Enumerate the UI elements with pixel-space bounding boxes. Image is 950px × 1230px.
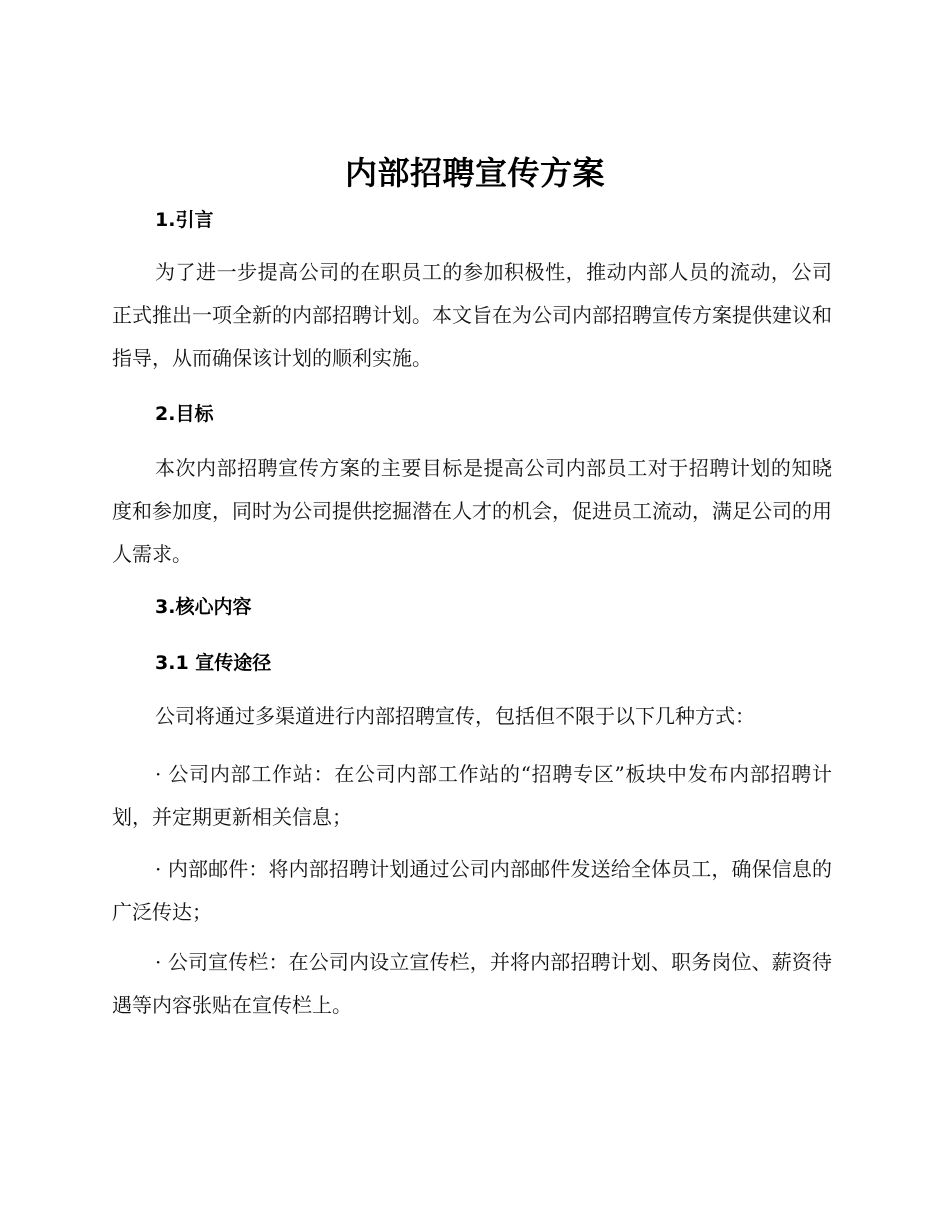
intro-paragraph: 为了进一步提高公司的在职员工的参加积极性，推动内部人员的流动，公司正式推出一项全新的内部招聘计划。本文旨在为公司内部招聘宣传方案提供建议和指导，从而确保该计划的顺利实施。 — [112, 260, 832, 370]
bullet-item-email: · 内部邮件：将内部招聘计划通过公司内部邮件发送给全体员工，确保信息的广泛传达； — [112, 857, 832, 924]
section-heading-core: 3.核心内容 — [155, 596, 252, 618]
section-heading-goal: 2.目标 — [155, 403, 214, 425]
goal-paragraph: 本次内部招聘宣传方案的主要目标是提高公司内部员工对于招聘计划的知晓度和参加度，同时为公司提供挖掘潜在人才的机会，促进员工流动，满足公司的用人需求。 — [112, 456, 832, 566]
subsection-heading-channels: 3.1 宣传途径 — [155, 652, 272, 674]
section-heading-intro: 1.引言 — [155, 209, 214, 231]
bullet-item-workstation: · 公司内部工作站：在公司内部工作站的“招聘专区”板块中发布内部招聘计划，并定期更新相关信息； — [112, 762, 832, 829]
document-title: 内部招聘宣传方案 — [344, 154, 605, 192]
bullet-item-bulletin-board: · 公司宣传栏：在公司内设立宣传栏，并将内部招聘计划、职务岗位、薪资待遇等内容张贴在宣传栏上。 — [112, 950, 832, 1017]
channels-lead-paragraph: 公司将通过多渠道进行内部招聘宣传，包括但不限于以下几种方式： — [155, 704, 755, 728]
